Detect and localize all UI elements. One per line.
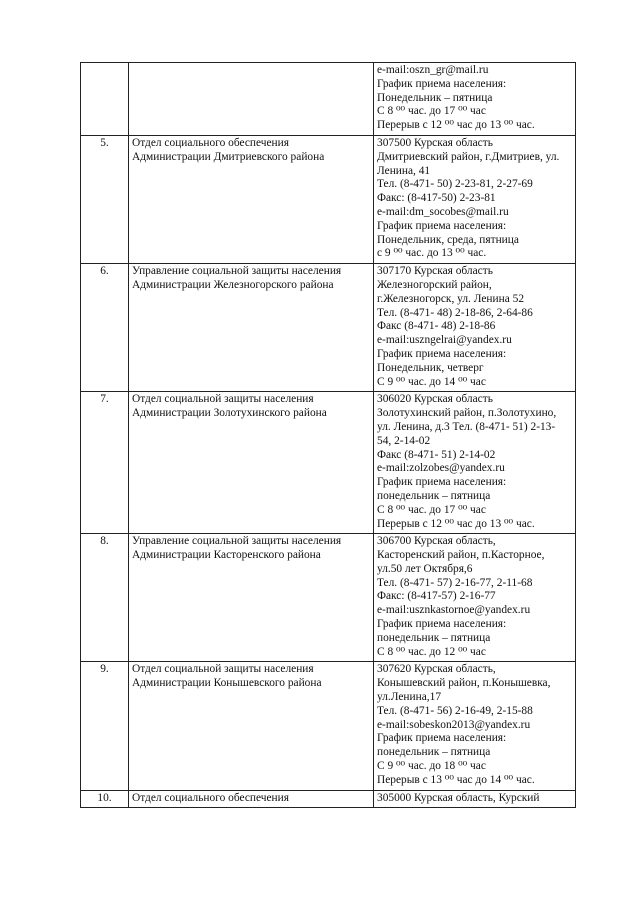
contact-line: e-mail:sobeskon2013@yandex.ru [377,718,531,731]
contact-line: Понедельник – пятница [377,91,493,104]
contact-line: 306700 Курская область, [377,535,496,548]
department-name: Отдел социального обеспечения Администрации Дмитриевского района [129,135,374,263]
contact-line: e-mail:dm_socobes@mail.ru [377,205,509,218]
department-name: Отдел социальной защиты населения Администрации Золотухинского района [129,392,374,534]
contact-line: График приема населения: [377,732,507,745]
contact-line: e-mail:uszngelrai@yandex.ru [377,334,512,347]
contact-line: График приема населения: [377,77,507,90]
contact-line: Касторенский район, п.Касторное, [377,549,545,562]
contact-line: ул.50 лет Октября,6 [377,562,473,575]
row-number: 7. [81,392,129,534]
row-number: 6. [81,264,129,392]
contact-line: График приема населения: [377,219,507,232]
contact-line: e-mail:usznkastornoe@yandex.ru [377,604,531,617]
table-body [81,63,576,808]
contact-line: Золотухинский район, п.Золотухино, [377,407,557,420]
contact-line: 306020 Курская область [377,393,493,406]
contacts-table [80,62,576,808]
contact-line: Железногорский район, [377,278,492,291]
contact-line: Перерыв с 13 ⁰⁰ час до 14 ⁰⁰ час. [377,773,535,786]
contact-line: Тел. (8-471- 48) 2-18-86, 2-64-86 [377,306,533,319]
row-number: 9. [81,662,129,790]
contact-line: С 8 ⁰⁰ час. до 17 ⁰⁰ час [377,503,486,516]
department-name: Управление социальной защиты населения Администрации Железногорского района [129,264,374,392]
contact-info [374,790,576,808]
contact-info [374,662,576,790]
table-row [81,135,576,263]
contact-line: Дмитриевский район, г.Дмитриев, ул. [377,150,560,163]
row-number [81,63,129,136]
contact-line: График приема населения: [377,476,507,489]
contact-line: 54, 2-14-02 [377,434,431,447]
contact-line: Тел. (8-471- 57) 2-16-77, 2-11-68 [377,576,533,589]
contact-line: Конышевский район, п.Конышевка, [377,677,551,690]
contact-line: ул.Ленина,17 [377,691,442,704]
contact-info [374,63,576,136]
department-name: Управление социальной защиты населения Администрации Касторенского района [129,534,374,662]
department-name [129,63,374,136]
table-row [81,63,576,136]
contact-line: с 9 ⁰⁰ час. до 13 ⁰⁰ час. [377,247,487,260]
contact-line: 307500 Курская область [377,136,493,149]
contact-info [374,135,576,263]
contact-line: С 8 ⁰⁰ час. до 17 ⁰⁰ час [377,105,486,118]
row-number: 10. [81,790,129,808]
contact-line: Факс: (8-417-50) 2-23-81 [377,192,496,205]
contact-line: понедельник – пятница [377,631,491,644]
contact-line: e-mail:zolzobes@yandex.ru [377,462,505,475]
table-row [81,662,576,790]
table-row [81,392,576,534]
contact-line: 307170 Курская область [377,265,493,278]
contact-line: ул. Ленина, д.3 Тел. (8-471- 51) 2-13- [377,420,556,433]
contact-line: 305000 Курская область, Курский [377,791,540,804]
contact-line: Перерыв с 12 ⁰⁰ час до 13 ⁰⁰ час. [377,517,535,530]
contact-line: e-mail:oszn_gr@mail.ru [377,64,489,76]
contact-line: Понедельник, среда, пятница [377,233,519,246]
contact-line: Ленина, 41 [377,164,431,177]
table-row [81,790,576,808]
contact-info [374,392,576,534]
contact-line: Факс (8-471- 51) 2-14-02 [377,448,496,461]
contact-line: С 9 ⁰⁰ час. до 18 ⁰⁰ час [377,760,486,773]
row-number: 5. [81,135,129,263]
row-number: 8. [81,534,129,662]
contact-line: С 8 ⁰⁰ час. до 12 ⁰⁰ час [377,645,486,658]
contact-line: Факс (8-471- 48) 2-18-86 [377,320,496,333]
contact-info [374,534,576,662]
contact-line: 307620 Курская область, [377,663,496,676]
contact-info [374,264,576,392]
contact-line: понедельник – пятница [377,489,491,502]
department-name: Отдел социального обеспечения [129,790,374,808]
table-row [81,264,576,392]
contact-line: График приема населения: [377,347,507,360]
contact-line: Тел. (8-471- 50) 2-23-81, 2-27-69 [377,178,533,191]
contact-line: Факс: (8-417-57) 2-16-77 [377,590,496,603]
contact-line: С 9 ⁰⁰ час. до 14 ⁰⁰ час [377,375,486,388]
department-name: Отдел социальной защиты населения Администрации Конышевского района [129,662,374,790]
contact-line: понедельник – пятница [377,746,491,759]
contact-line: Тел. (8-471- 56) 2-16-49, 2-15-88 [377,704,533,717]
contact-line: Понедельник, четверг [377,361,484,374]
contact-line: г.Железногорск, ул. Ленина 52 [377,292,525,305]
contact-line: Перерыв с 12 ⁰⁰ час до 13 ⁰⁰ час. [377,119,535,132]
contact-line: График приема населения: [377,618,507,631]
table-row [81,534,576,662]
